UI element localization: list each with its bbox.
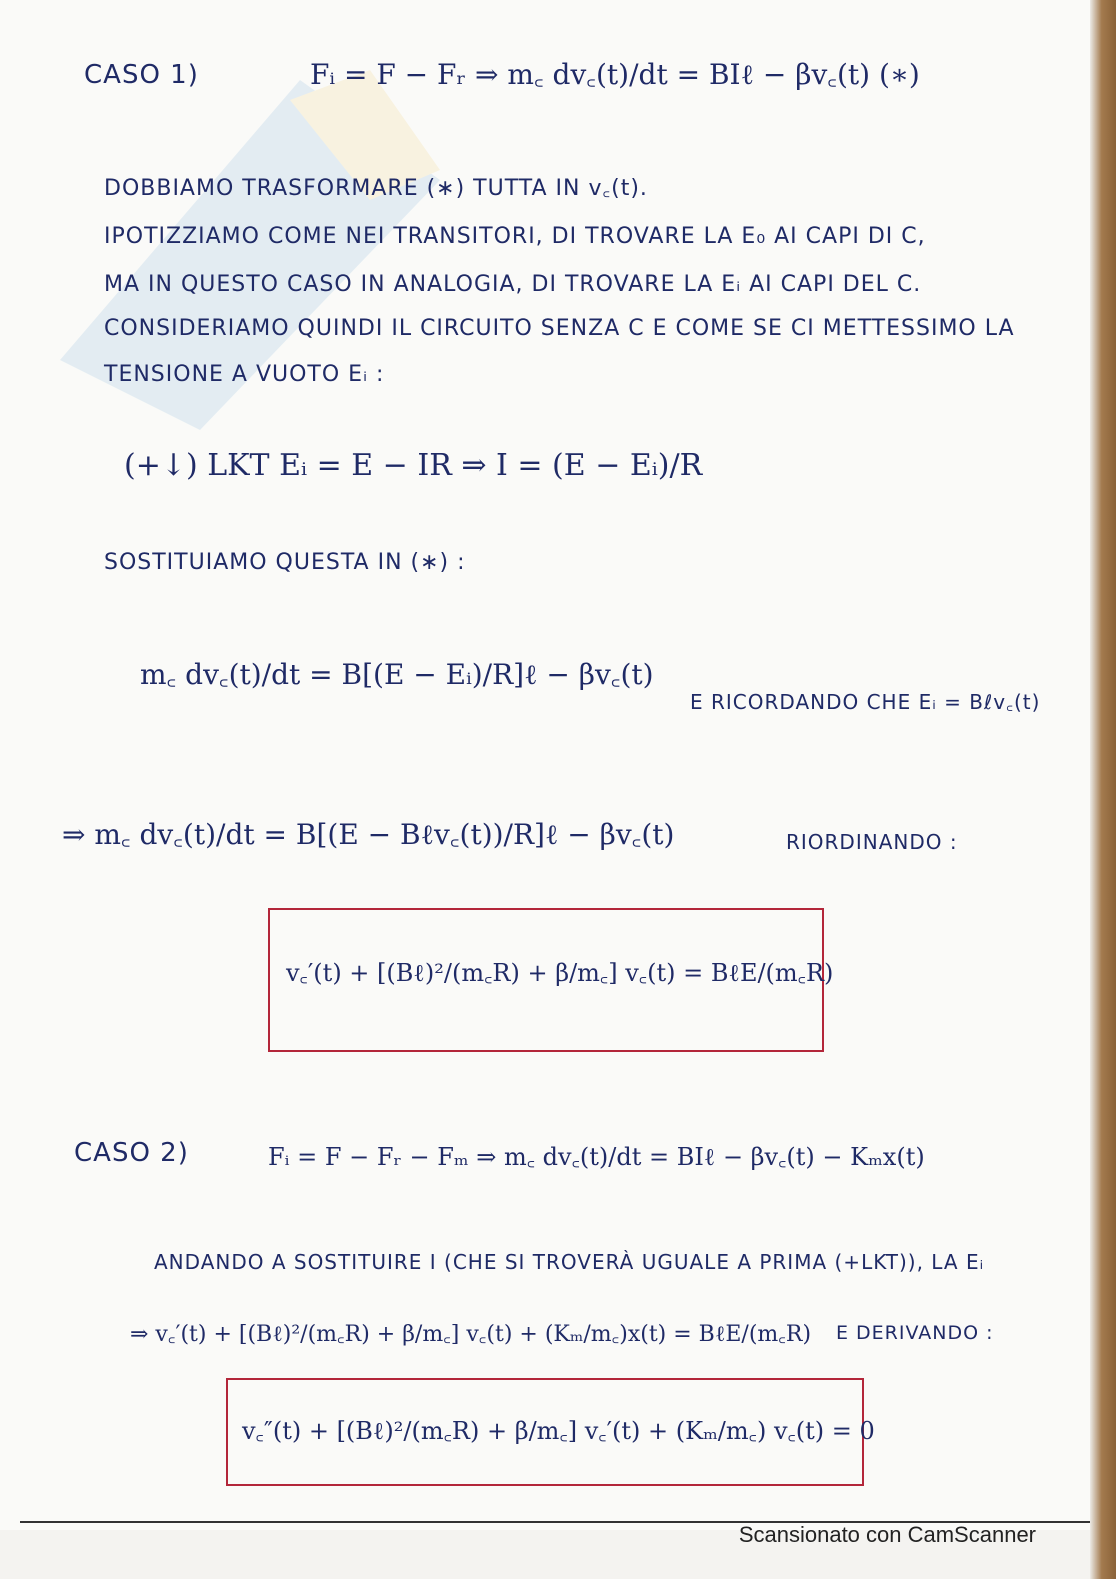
case2-equation: Fᵢ = F − Fᵣ − Fₘ ⇒ m꜀ dv꜀(t)/dt = BIℓ − βv꜀(t) − Kₘx(t) [268,1143,925,1171]
equation-2: m꜀ dv꜀(t)/dt = B[(E − Eᵢ)/R]ℓ − βv꜀(t) [140,658,654,691]
andando-text: ANDANDO A SOSTITUIRE I (CHE SI TROVERÀ UGUALE A PRIMA (+LKT)), LA Eᵢ [154,1250,985,1274]
substitute-text: SOSTITUIAMO QUESTA IN (∗) : [104,550,466,575]
case1-label: CASO 1) [84,60,199,90]
text-line-3: MA IN QUESTO CASO IN ANALOGIA, DI TROVARE LA Eᵢ AI CAPI DEL C. [104,272,922,297]
boxed-result-1 [268,908,834,1052]
boxed-result-2 [226,1378,875,1486]
camscanner-footer: Scansionato con CamScanner [738,1522,1036,1547]
case1-equation: Fᵢ = F − Fᵣ ⇒ m꜀ dv꜀(t)/dt = BIℓ − βv꜀(t) (∗) [310,58,920,91]
text-line-1: DOBBIAMO TRASFORMARE (∗) TUTTA IN v꜀(t). [104,176,648,201]
lkt-equation: (+↓) LKT Eᵢ = E − IR ⇒ I = (E − Eᵢ)/R [124,448,703,483]
case2-label: CASO 2) [74,1138,189,1168]
boxed-equation-1: v꜀′(t) + [(Bℓ)²/(m꜀R) + β/m꜀] v꜀(t) = BℓE/(m꜀R) [286,959,834,987]
riordinando-text: RIORDINANDO : [786,830,958,854]
text-line-2: IPOTIZZIAMO COME NEI TRANSITORI, DI TROVARE LA E₀ AI CAPI DI C, [104,224,926,249]
equation-3: ⇒ m꜀ dv꜀(t)/dt = B[(E − Bℓv꜀(t))/R]ℓ − βv꜀(t) [62,818,675,851]
desk-edge [1090,0,1116,1579]
equation-4: ⇒ v꜀′(t) + [(Bℓ)²/(m꜀R) + β/m꜀] v꜀(t) + (Kₘ/m꜀)x(t) = BℓE/(m꜀R) [130,1322,812,1347]
derivando-text: E DERIVANDO : [836,1322,994,1344]
text-line-5: TENSIONE A VUOTO Eᵢ : [104,362,385,387]
text-line-4: CONSIDERIAMO QUINDI IL CIRCUITO SENZA C E COME SE CI METTESSIMO LA [104,316,1015,341]
boxed-equation-2: v꜀″(t) + [(Bℓ)²/(m꜀R) + β/m꜀] v꜀′(t) + (Kₘ/m꜀) v꜀(t) = 0 [242,1417,875,1445]
ricordando-text: E RICORDANDO CHE Eᵢ = Bℓv꜀(t) [690,690,1041,714]
